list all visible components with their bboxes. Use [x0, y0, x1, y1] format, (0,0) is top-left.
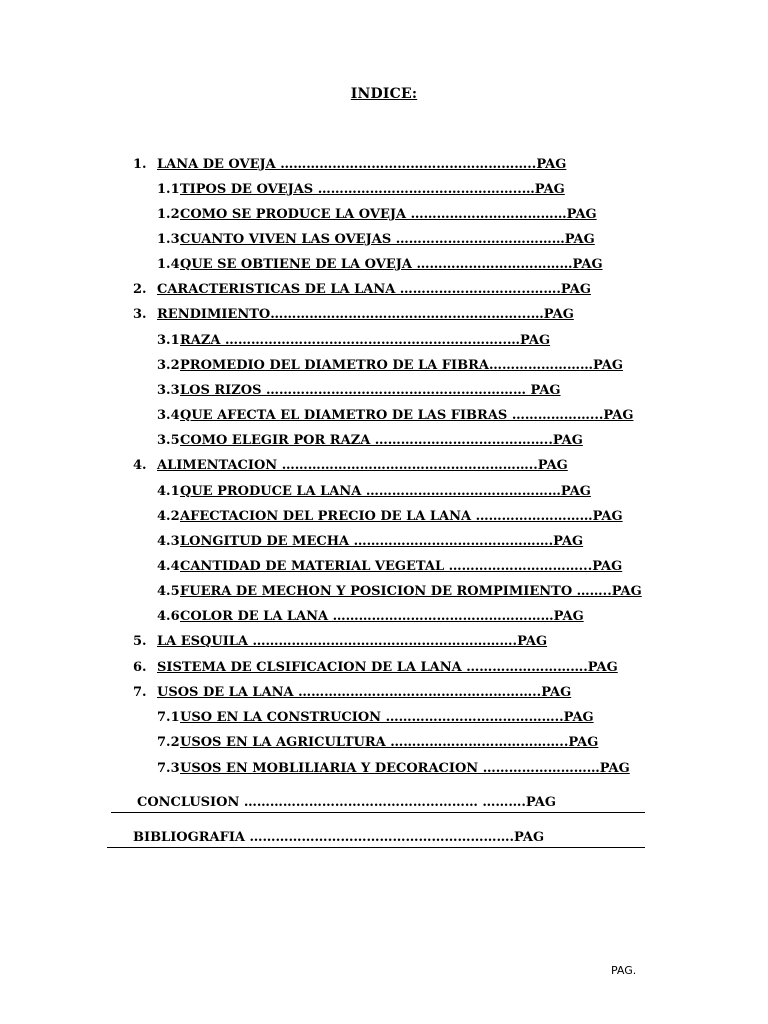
toc-entry[interactable] — [133, 683, 673, 703]
toc-entry[interactable] — [157, 607, 677, 627]
toc-entry-title: RENDIMIENTO…………………………………………………...…PAG — [157, 307, 574, 322]
toc-entry-number: 4. — [133, 458, 147, 473]
toc-entry-number: 3.1 — [157, 333, 180, 348]
toc-entry-title: AFECTACION DEL PRECIO DE LA LANA ………………………PAG — [180, 509, 623, 524]
toc-entry[interactable] — [157, 532, 677, 552]
toc-entry-conclusion[interactable]: CONCLUSION ……………………………………………… ……….PAG — [111, 793, 645, 813]
toc-entry[interactable] — [133, 658, 673, 678]
toc-entry[interactable] — [157, 381, 677, 401]
toc-entry-title: LA ESQUILA …………………………………………………….PAG — [157, 634, 548, 649]
toc-entry[interactable] — [133, 155, 673, 175]
toc-entry[interactable] — [157, 356, 677, 376]
toc-entry[interactable] — [157, 759, 677, 779]
toc-entry-title: SISTEMA DE CLSIFICACION DE LA LANA ……………………….PAG — [157, 660, 618, 675]
toc-entry-title: LANA DE OVEJA …………………………………………………..PAG — [157, 157, 567, 172]
toc-entry[interactable] — [157, 406, 677, 426]
toc-entry-number: 1.2 — [157, 207, 180, 222]
toc-entry-title: QUE SE OBTIENE DE LA OVEJA ………………………………PAG — [180, 257, 603, 272]
toc-entry-title: PROMEDIO DEL DIAMETRO DE LA FIBRA……………………PAG — [180, 358, 623, 373]
toc-entry-title: USOS DE LA LANA ………………………………………………..PAG — [157, 685, 572, 700]
toc-entry-number: 1.1 — [157, 182, 180, 197]
toc-entry[interactable] — [157, 482, 677, 502]
toc-entry-title: CANTIDAD DE MATERIAL VEGETAL …………………………...PAG — [180, 559, 623, 574]
toc-entry-title: QUE AFECTA EL DIAMETRO DE LAS FIBRAS ………………...PAG — [180, 408, 634, 423]
toc-entry-title: USOS EN MOBLILIARIA Y DECORACION ………………………PAG — [180, 761, 630, 776]
toc-entry[interactable] — [157, 507, 677, 527]
toc-entry-title: CARACTERISTICAS DE LA LANA ………………………...…….PAG — [157, 282, 591, 297]
toc-entry-title: LONGITUD DE MECHA ……………………………………….PAG — [180, 534, 584, 549]
toc-entry[interactable] — [157, 733, 677, 753]
toc-entry[interactable] — [157, 180, 677, 200]
toc-entry-number: 3.3 — [157, 383, 180, 398]
toc-entry-number: 4.5 — [157, 584, 180, 599]
toc-entry[interactable] — [157, 331, 677, 351]
toc-entry-number: 4.6 — [157, 609, 180, 624]
toc-entry[interactable] — [133, 305, 673, 325]
page-number-footer: PAG. — [611, 964, 637, 977]
toc-entry-number: 4.4 — [157, 559, 180, 574]
toc-entry[interactable] — [157, 230, 677, 250]
toc-entry-title: USOS EN LA AGRICULTURA …………………………………..PAG — [180, 735, 599, 750]
toc-entry-number: 3.2 — [157, 358, 180, 373]
toc-entry-number: 4.3 — [157, 534, 180, 549]
toc-entry-title: FUERA DE MECHON Y POSICION DE ROMPIMIENTO ……..PAG — [180, 584, 642, 599]
toc-entry-title: COMO SE PRODUCE LA OVEJA ………………………………PAG — [180, 207, 597, 222]
toc-entry-number: 7. — [133, 685, 147, 700]
toc-entry[interactable] — [133, 280, 673, 300]
toc-entry-number: 4.1 — [157, 484, 180, 499]
toc-entry-number: 6. — [133, 660, 147, 675]
toc-entry-number: 1.4 — [157, 257, 180, 272]
toc-entry-bibliografia[interactable]: BIBLIOGRAFIA …………………………………………………….PAG — [107, 828, 645, 848]
toc-entry-title: COLOR DE LA LANA ……………………………………………PAG — [180, 609, 584, 624]
toc-entry-title: COMO ELEGIR POR RAZA …………………………………..PAG — [180, 433, 583, 448]
toc-entry-title: TIPOS DE OVEJAS ………………………………………..…PAG — [180, 182, 565, 197]
toc-entry[interactable] — [157, 255, 677, 275]
toc-entry-number: 3.5 — [157, 433, 180, 448]
toc-entry-number: 7.2 — [157, 735, 180, 750]
toc-entry-number: 7.3 — [157, 761, 180, 776]
toc-entry-title: ALIMENTACION …………………………………………………..PAG — [157, 458, 568, 473]
toc-entry[interactable] — [133, 632, 673, 652]
toc-entry-number: 2. — [133, 282, 147, 297]
toc-entry-title: QUE PRODUCE LA LANA ………………………………………PAG — [180, 484, 591, 499]
toc-entry-title: RAZA ………………………………………………………..…PAG — [180, 333, 551, 348]
toc-entry[interactable] — [157, 582, 677, 602]
toc-entry-number: 3. — [133, 307, 147, 322]
toc-entry-title: USO EN LA CONSTRUCION …………………………………..PAG — [180, 710, 594, 725]
toc-entry[interactable] — [133, 456, 673, 476]
index-title: INDICE: — [350, 86, 418, 102]
toc-entry-title: CUANTO VIVEN LAS OVEJAS …………………………………PAG — [180, 232, 595, 247]
toc-entry-number: 7.1 — [157, 710, 180, 725]
toc-entry[interactable] — [157, 708, 677, 728]
toc-entry[interactable] — [157, 205, 677, 225]
toc-entry-title: LOS RIZOS …………………………………………………… PAG — [180, 383, 561, 398]
toc-entry-number: 5. — [133, 634, 147, 649]
toc-entry[interactable] — [157, 431, 677, 451]
toc-entry-number: 3.4 — [157, 408, 180, 423]
toc-entry-number: 1. — [133, 157, 147, 172]
toc-entry[interactable] — [157, 557, 677, 577]
toc-entry-number: 1.3 — [157, 232, 180, 247]
toc-entry-number: 4.2 — [157, 509, 180, 524]
